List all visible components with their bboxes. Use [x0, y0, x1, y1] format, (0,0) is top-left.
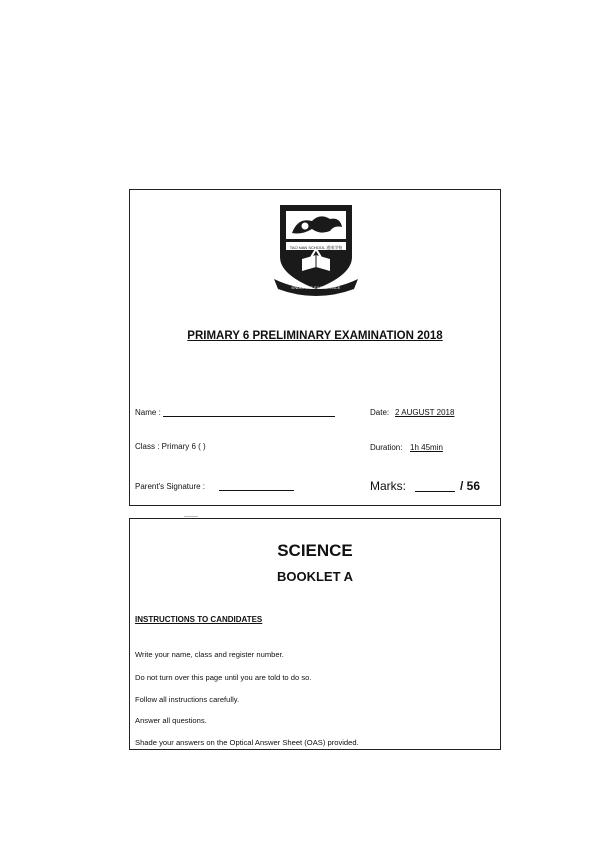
scan-mark — [184, 516, 198, 517]
class-label: Class : Primary 6 ( ) — [135, 442, 206, 451]
signature-label: Parent's Signature : — [135, 482, 206, 491]
marks-label: Marks: — [370, 479, 406, 493]
duration-label: Duration: — [370, 443, 403, 452]
booklet-name: BOOKLET A — [276, 569, 354, 584]
cover-details-box — [129, 189, 501, 506]
instructions-heading: INSTRUCTIONS TO CANDIDATES — [135, 615, 263, 624]
crest-school-text: TAO NAN SCHOOL 道南学校 — [289, 245, 343, 250]
marks-line[interactable] — [415, 491, 455, 492]
date-value: 2 AUGUST 2018 — [395, 408, 455, 417]
duration-value: 1h 45min — [410, 443, 443, 452]
booklet-box — [129, 518, 501, 750]
signature-line[interactable] — [219, 490, 294, 491]
instruction-item: Shade your answers on the Optical Answer Sheet (OAS) provided. — [135, 738, 359, 747]
exam-title: PRIMARY 6 PRELIMINARY EXAMINATION 2018 — [187, 330, 443, 342]
marks-total: / 56 — [460, 479, 481, 493]
name-label: Name : — [135, 408, 161, 417]
name-line[interactable] — [163, 416, 335, 417]
subject-title: SCIENCE — [277, 541, 353, 560]
date-label: Date: — [370, 408, 390, 417]
instruction-item: Write your name, class and register number. — [135, 650, 284, 659]
instruction-item: Follow all instructions carefully. — [135, 695, 240, 704]
instruction-item: Do not turn over this page until you are told to do so. — [135, 673, 312, 682]
crest-motto: ENDURING EXCELLENCE — [291, 285, 341, 290]
instruction-item: Answer all questions. — [135, 716, 207, 725]
